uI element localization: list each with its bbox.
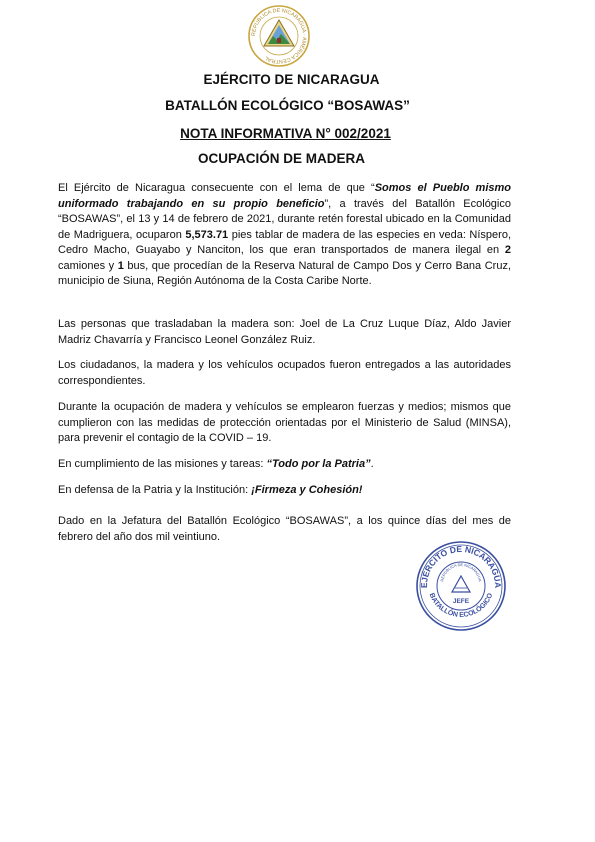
p7-text: Dado en la Jefatura del Batallón Ecológico “BOSAWAS”, a los quince días del mes de febrero del año dos mil veintiuno.	[58, 515, 511, 543]
note-subject: OCUPACIÓN DE MADERA	[197, 151, 365, 166]
p1-text-a: El Ejército de Nicaragua consecuente con el lema de que “	[58, 182, 375, 194]
p5-text-a: En cumplimiento de las misiones y tareas:	[58, 458, 267, 470]
stamp-bottom-text: BATALLÓN ECOLÓGICO	[427, 592, 495, 619]
official-stamp-icon	[415, 540, 507, 632]
mission-motto: “Todo por la Patria”	[266, 458, 371, 470]
paragraph-measures	[58, 400, 511, 447]
wood-volume: 5,573.71	[185, 228, 229, 241]
p2-text: Las personas que trasladaban la madera son: Joel de La Cruz Luque Díaz, Aldo Javier Madriz Chavarría y Francisco Leonel González Ruiz.	[58, 318, 511, 346]
paragraph-defense	[58, 483, 511, 499]
defense-motto: ¡Firmeza y Cohesión!	[251, 484, 363, 496]
note-number: NOTA INFORMATIVA N° 002/2021	[180, 126, 391, 141]
army-motto: Somos el Pueblo mismo uniformado trabajando en su propio beneficio	[58, 182, 512, 210]
p4-text: Durante la ocupación de madera y vehículos se emplearon fuerzas y medios; mismos que cumplieron con las medidas de protección orientadas por el Ministerio de Salud (MINSA), para prevenir el contagio de la COVID – 19.	[58, 401, 511, 444]
p1-text-c: pies tablar de madera de las especies en veda: Níspero, Cedro Macho, Guayabo y Nanciton, los que eran transportados de manera ilegal en	[58, 228, 512, 256]
paragraph-handover	[58, 358, 511, 389]
svg-text:BATALLÓN ECOLÓGICO	[428, 592, 495, 619]
bus-count: 1	[117, 259, 124, 272]
p6-text-a: En defensa de la Patria y la Institución:	[58, 484, 252, 496]
coat-of-arms-icon	[247, 4, 311, 68]
organization-title: EJÉRCITO DE NICARAGUA	[203, 72, 380, 87]
stamp-inner-text: REPÚBLICA DE NICARAGUA	[440, 562, 482, 582]
truck-count: 2	[504, 244, 511, 256]
p1-text-e: bus, que procedían de la Reserva Natural de Campo Dos y Cerro Bana Cruz, municipio de Siuna, Región Autónoma de la Costa Caribe Norte.	[58, 259, 511, 287]
paragraph-mission	[58, 457, 511, 473]
paragraph-summary	[58, 181, 511, 290]
p3-text: Los ciudadanos, la madera y los vehículos ocupados fueron entregados a las autoridades correspondientes.	[58, 359, 511, 387]
p1-text-d: camiones y	[58, 259, 118, 272]
paragraph-persons	[58, 317, 511, 348]
p1-text-b: ”, a través del Batallón Ecológico “BOSAWAS”, el 13 y 14 de febrero de 2021, durante retén forestal ubicado en la Comunidad de Madriguera, ocuparon	[58, 197, 511, 241]
unit-title: BATALLÓN ECOLÓGICO “BOSAWAS”	[165, 98, 410, 113]
top-seal-text: REPÚBLICA DE NICARAGUA · AMÉRICA CENTRAL	[250, 7, 308, 65]
stamp-top-text: EJÉRCITO DE NICARAGUA	[418, 543, 504, 589]
p5-text-b: .	[370, 458, 374, 470]
svg-text:REPÚBLICA DE NICARAGUA	[440, 563, 482, 582]
stamp-center-text: JEFE	[452, 598, 470, 605]
